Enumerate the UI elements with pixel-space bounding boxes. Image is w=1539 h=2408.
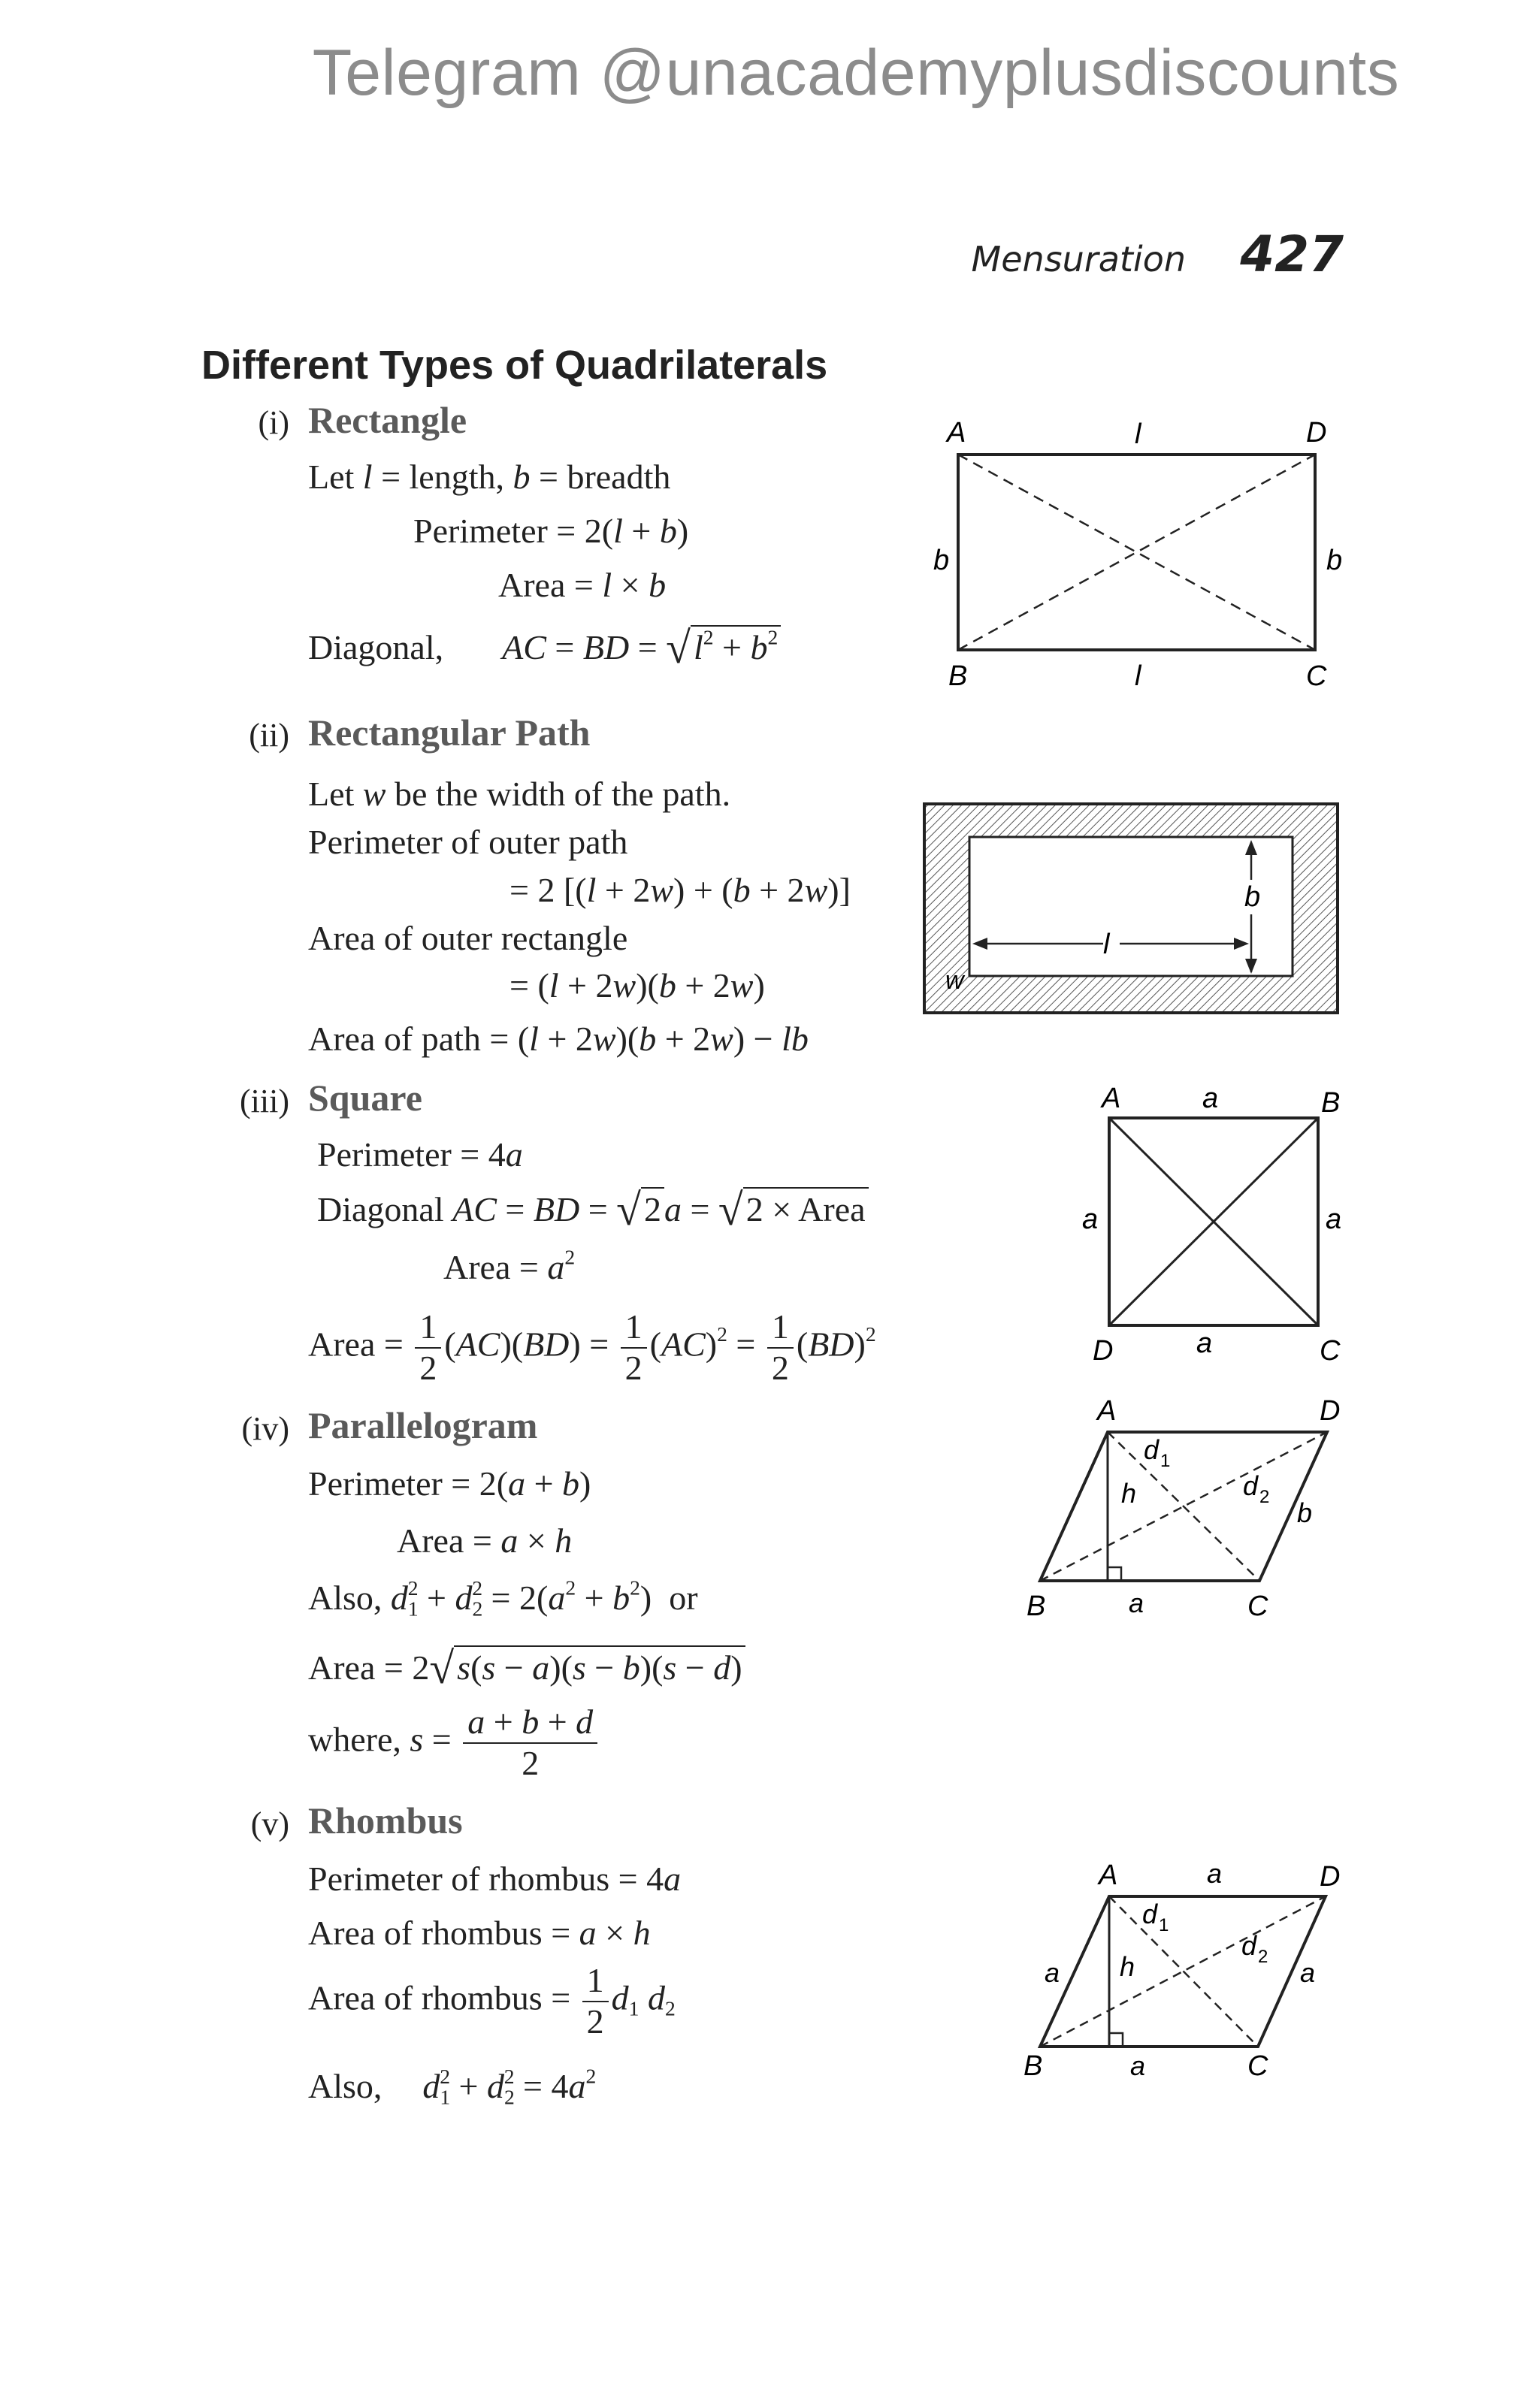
section-number: (iii) [240, 1083, 289, 1119]
vertex-label: B [1023, 2050, 1043, 2082]
section-heading: Rectangle [308, 399, 467, 441]
vertex-label: C [1320, 1335, 1341, 1367]
page-number: 427 [1240, 225, 1344, 283]
diagonal-label: d [1243, 1470, 1259, 1501]
path-outer-area-label: Area of outer rectangle [308, 919, 628, 957]
section-heading: Parallelogram [308, 1404, 538, 1446]
parallelogram-diagonal-relation: Also, $d_1^2 + d_2^2 = 2(a^2 + b^2)$ or [308, 1576, 698, 1621]
square-area-diagonals: Area = $\frac{1}{2}$ (AC)(BD) = $\frac{1}{2}$ (AC)$^2$ = $\frac{1}{2}$ (BD)$^2$ [308, 1307, 876, 1387]
section-number: (i) [258, 404, 289, 441]
square-diagonal: Diagonal AC = BD = √2a = √2 × Area [317, 1184, 869, 1236]
diagonal-label: d [1241, 1930, 1257, 1961]
height-label: h [1121, 1478, 1137, 1509]
vertex-label: C [1247, 2050, 1268, 2082]
parallelogram-heron-area: Area = 2√s(s − a)(s − b)(s − d) [308, 1642, 745, 1694]
watermark: Telegram @unacademyplusdiscounts [312, 37, 1400, 109]
rectangular-path-diagram [923, 801, 1344, 1019]
parallelogram-diagram [1022, 1390, 1353, 1630]
side-label: a [1207, 1858, 1223, 1889]
diagonal-subscript: 1 [1160, 1451, 1171, 1471]
path-area-formula: Area of path = (l + 2w)(b + 2w) − lb [308, 1020, 809, 1058]
vertex-label: B [948, 660, 968, 692]
side-label: b [1244, 881, 1261, 913]
side-label: l [1135, 660, 1141, 692]
rectangle-diagram [924, 406, 1345, 699]
side-label: a [1202, 1083, 1219, 1114]
square-area: Area = $a^2$ [443, 1245, 576, 1286]
side-label: a [1082, 1204, 1099, 1235]
path-width-label: w [945, 966, 964, 995]
page-title: Different Types of Quadrilaterals [201, 343, 828, 388]
section-number: (v) [250, 1805, 289, 1842]
vertex-label: C [1306, 660, 1327, 692]
rhombus-area-diagonals: Area of rhombus = $\frac{1}{2}$ $d_1$ $d_2$ [308, 1961, 676, 2041]
rectangle-variables: Let l = length, b = breadth [308, 458, 671, 496]
rectangle-diagonal: Diagonal, AC = BD = $√l^2 + b^2$ [308, 622, 781, 674]
vertex-label: A [1102, 1083, 1121, 1114]
side-label: l [1135, 418, 1141, 450]
side-label: a [1196, 1328, 1213, 1359]
path-outer-perimeter-formula: = 2 [(l + 2w) + (b + 2w)] [509, 871, 851, 909]
parallelogram-semi-perimeter: where, s = $\frac{a + b + d}{2}$ [308, 1703, 600, 1784]
parallelogram-perimeter: Perimeter = 2(a + b) [308, 1464, 591, 1503]
vertex-label: D [1093, 1335, 1114, 1367]
section-heading: Square [308, 1077, 422, 1119]
diagonal-subscript: 1 [1159, 1915, 1169, 1935]
parallelogram-area: Area = a × h [397, 1521, 573, 1560]
diagonal-label: d [1144, 1434, 1160, 1465]
side-label: b [933, 545, 950, 576]
side-label: b [1326, 545, 1343, 576]
vertex-label: D [1320, 1861, 1341, 1893]
side-label: b [1297, 1497, 1313, 1528]
rhombus-diagram [1019, 1853, 1357, 2093]
diagonal-label: d [1142, 1899, 1158, 1929]
diagonal-subscript: 2 [1258, 1947, 1268, 1967]
vertex-label: A [1099, 1860, 1118, 1891]
section-number: (ii) [249, 717, 289, 754]
vertex-label: D [1306, 417, 1327, 449]
square-diagram [1067, 1074, 1353, 1375]
diagonal-subscript: 2 [1259, 1487, 1270, 1507]
section-heading: Rhombus [308, 1799, 463, 1842]
vertex-label: C [1247, 1591, 1268, 1622]
rhombus-diagonal-relation: Also, $d_1^2 + d_2^2 = 4a^2$ [308, 2064, 597, 2109]
section-number: (iv) [241, 1410, 289, 1447]
height-label: h [1120, 1951, 1135, 1982]
path-width-definition: Let w be the width of the path. [308, 775, 731, 813]
vertex-label: A [1097, 1395, 1117, 1427]
running-title: Mensuration [971, 239, 1186, 279]
side-label: a [1326, 1204, 1342, 1235]
vertex-label: D [1320, 1395, 1341, 1427]
section-heading: Rectangular Path [308, 712, 591, 754]
vertex-label: A [947, 417, 966, 449]
square-perimeter: Perimeter = 4a [317, 1135, 523, 1174]
rectangle-area: Area = l × b [498, 566, 667, 604]
side-label: a [1045, 1957, 1060, 1988]
rhombus-perimeter: Perimeter of rhombus = 4a [308, 1860, 682, 1898]
side-label: a [1130, 2050, 1146, 2081]
rhombus-area: Area of rhombus = a × h [308, 1914, 651, 1952]
vertex-label: B [1027, 1591, 1046, 1622]
side-label: l [1103, 929, 1110, 960]
side-label: a [1129, 1588, 1144, 1618]
side-label: a [1300, 1957, 1316, 1988]
rectangle-perimeter: Perimeter = 2(l + b) [413, 512, 689, 550]
vertex-label: B [1321, 1087, 1341, 1119]
path-outer-area-formula: = (l + 2w)(b + 2w) [509, 966, 765, 1005]
path-outer-perimeter-label: Perimeter of outer path [308, 823, 628, 861]
